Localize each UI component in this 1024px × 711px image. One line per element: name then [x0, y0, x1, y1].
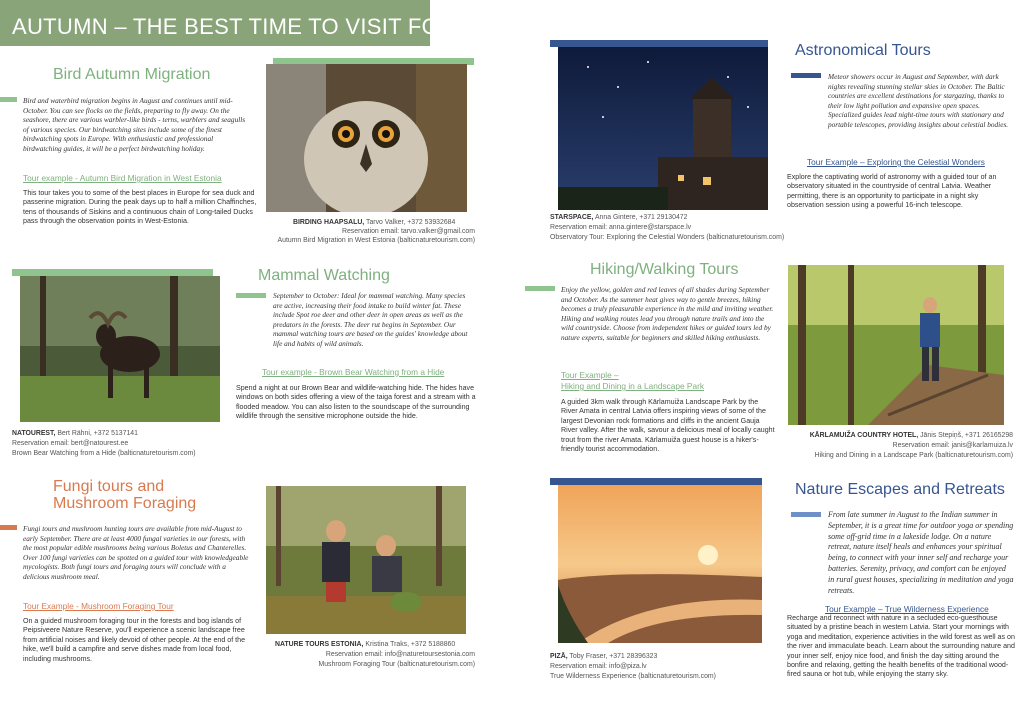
moose-photo: [20, 276, 220, 422]
mammal-contact-name: NATOUREST,: [12, 430, 56, 437]
fungi-intro: Fungi tours and mushroom hunting tours are available from mid-August to early September. There are at least 4000 fungal varieties in our forests, with the most popular edible mushrooms being various Boletus and Chanterelles. Over 100 fungi varieties can be spotted on a guided tour with knowledgeable mycologists. Both fungi tours and foraging tours will conclude with a delicious mushroom meal.: [23, 524, 249, 581]
bird-intro: Bird and waterbird migration begins in August and continues until mid-October. You can see flocks on the fields, preparing to fly away. On the seashore, there are various warbler-like birds - terns, warblers and seagulls of various species. Our birdwatching sites include some of the finest birdwatching spots in Europe. With enthusiastic and professional birdwatching guides, it will be a perfect birdwatching holiday.: [23, 96, 246, 153]
astro-photo-frame: [550, 40, 768, 47]
astro-accent-bar: [791, 73, 821, 78]
bird-contact-line: [293, 219, 455, 228]
nature-contact-line: [550, 653, 657, 662]
hiking-contact-name: KĀRLAMUIŽA COUNTRY HOTEL,: [809, 432, 919, 439]
mammal-tour-text: Spend a night at our Brown Bear and wildlife-watching hide. The hides have windows on both sides offering a view of the taiga forest and a stream with a flooded meadow. You can also listen to the soundscape of the surrounding wildlife through the sensitive microphone outside the hide.: [236, 384, 476, 421]
owl-photo: [266, 64, 467, 212]
hiking-contact-person: Jānis Stepiņš, +371 26165298: [920, 432, 1013, 439]
fungi-contact-person: Kristina Traks, +372 5188860: [365, 641, 456, 648]
mammal-photo-frame: [12, 269, 213, 276]
bird-contact-email[interactable]: Reservation email: tarvo.valker@gmail.com: [342, 228, 475, 235]
nature-accent-bar: [791, 512, 821, 517]
mammal-accent-bar: [236, 293, 266, 298]
hiking-contact-tour[interactable]: Hiking and Dining in a Landscape Park (balticnaturetourism.com): [814, 452, 1013, 459]
nature-contact-tour[interactable]: True Wilderness Experience (balticnaturetourism.com): [550, 673, 716, 680]
nature-tour-text: Recharge and reconnect with nature in a secluded eco-guesthouse situated by a pristine beach in western Latvia. Start your mornings with yoga and meditation, experience activities in the wild forest as well as on the river and immaculate beach. Learn about the surrounding nature and your inner self, enjoy nice food, and finish the day sitting around the bonfire and relaxing, getting the health benefits of the traditional wood-fired sauna or hot tub, while enjoying the starry sky.: [787, 614, 1015, 679]
page-title: AUTUMN – THE BEST TIME TO VISIT FOR:: [12, 14, 462, 39]
astro-tour-link[interactable]: Tour Example – Exploring the Celestial Wonders: [807, 157, 985, 167]
hiking-contact-line: [760, 432, 1013, 441]
mammal-intro: September to October: Ideal for mammal watching. Many species are active, increasing their food intake to build winter fat. These include Spot roe deer and other deer in open areas as well as the predators in the forests. The deer rut begins in September. Our mammal watching tours are based on the guides' knowledge about life and habits of wild animals.: [273, 291, 468, 348]
astro-contact-name: STARSPACE,: [550, 214, 594, 221]
mammal-contact-tour[interactable]: Brown Bear Watching from a Hide (balticnaturetourism.com): [12, 450, 196, 457]
hiker-photo: [788, 265, 1004, 425]
nature-intro: From late summer in August to the Indian summer in September, it is a great time for outdoor yoga or spending some off-grid time in a lakeside lodge. On a nature retreat, nature itself heals and enhances your spiritual being, to connect with your inner self and recharge your batteries. Serenity, privacy, and comfort can be enjoyed in rural guest houses, specializing in meditation and yoga retreats.: [828, 510, 1014, 595]
bird-contact-person: Tarvo Valker, +372 53932684: [366, 219, 456, 226]
fungi-tour-text: On a guided mushroom foraging tour in the forests and bog islands of Peipsiveere Nature Reserve, you'll experience a scenic landscape free from artificial noises and likely devoid of other people. At the end of the hike, we'll build a campfire and serve dishes made from local food, including mushrooms.: [23, 617, 246, 663]
fungi-accent-bar: [0, 525, 17, 530]
nature-tour-link[interactable]: Tour Example – True Wilderness Experience: [825, 604, 989, 614]
bird-tour-link[interactable]: Tour example - Autumn Bird Migration in West Estonia: [23, 173, 222, 183]
hiking-tour-text: A guided 3km walk through Kārlamuiža Landscape Park by the River Amata in central Latvia offers inspiring views of some of the largest Devonian rock formations and cliffs in the ancient Gauja River valley. After the walk, savour a delicious meal of locally caught trout from the river Amata. Kārlamuiža guest house is a hiker's-friendly tourist accommodation.: [561, 398, 775, 454]
nature-contact-name: PIZĀ,: [550, 653, 568, 660]
fungi-contact-tour[interactable]: Mushroom Foraging Tour (balticnaturetourism.com): [318, 661, 475, 668]
mammal-title: Mammal Watching: [258, 267, 390, 284]
nature-photo-frame: [550, 478, 762, 485]
mammal-tour-link[interactable]: Tour example - Brown Bear Watching from a Hide: [262, 367, 445, 377]
sunset-beach-photo: [558, 485, 762, 643]
astro-intro: Meteor showers occur in August and September, with dark nights revealing stunning stellar skies in October. The Baltic countries are excellent destinations for stargazing, thanks to their low light pollution and expansive open spaces. Specialized guides lead night-time tours with stationary and portable telescopes, providing insights about celestial bodies.: [828, 72, 1009, 129]
fungi-tour-link[interactable]: Tour Example - Mushroom Foraging Tour: [23, 601, 174, 611]
fungi-contact-name: NATURE TOURS ESTONIA,: [275, 641, 364, 648]
astro-title: Astronomical Tours: [795, 42, 931, 59]
hiking-tour-link-1[interactable]: Tour Example –: [561, 370, 619, 380]
nature-title: Nature Escapes and Retreats: [795, 481, 1005, 498]
bird-title: Bird Autumn Migration: [53, 66, 211, 83]
fungi-contact-email[interactable]: Reservation email: info@naturetoursestonia.com: [325, 651, 475, 658]
fungi-contact-line: [275, 641, 455, 650]
astro-tour-text: Explore the captivating world of astronomy with a guided tour of an observatory situated in the countryside of central Latvia. Weather permitting, there is an opportunity to participate in a night sky observation session using a powerful 16-inch telescope.: [787, 173, 997, 210]
castle-night-photo: [558, 47, 768, 210]
hiking-title: Hiking/Walking Tours: [590, 261, 739, 278]
mammal-contact-email[interactable]: Reservation email: bert@natourest.ee: [12, 440, 129, 447]
mammal-contact-line: [12, 430, 138, 439]
astro-contact-tour[interactable]: Observatory Tour: Exploring the Celestial Wonders (balticnaturetourism.com): [550, 234, 785, 241]
nature-contact-person: Toby Fraser, +371 28396323: [569, 653, 658, 660]
astro-contact-person: Anna Gintere, +371 29130472: [594, 214, 688, 221]
bird-contact-tour[interactable]: Autumn Bird Migration in West Estonia (balticnaturetourism.com): [277, 237, 475, 244]
fungi-title-1: Fungi tours and: [53, 478, 165, 495]
hiking-contact-email[interactable]: Reservation email: janis@karlamuiza.lv: [892, 442, 1013, 449]
mammal-contact-person: Bert Rähni, +372 5137141: [57, 430, 138, 437]
astro-contact-email[interactable]: Reservation email: anna.gintere@starspace.lv: [550, 224, 692, 231]
hiking-tour-link-2[interactable]: Hiking and Dining in a Landscape Park: [561, 381, 704, 391]
foraging-photo: [266, 486, 466, 634]
bird-contact-name: BIRDING HAAPSALU,: [293, 219, 365, 226]
fungi-title-2: Mushroom Foraging: [53, 495, 197, 512]
bird-accent-bar: [0, 97, 17, 102]
bird-tour-text: This tour takes you to some of the best places in Europe for sea duck and passerine migration. During the peak days up to half a million Chaffinches, tens of thousands of Siskins and a continuous chain of Long-tailed Ducks pass through the observation points in West-Estonia.: [23, 189, 257, 226]
hiking-intro: Enjoy the yellow, golden and red leaves of all shades during September and October. As the summer heat gives way to gentle breezes, hiking becomes a truly pleasurable experience in the mild and inviting weather. Hiking and walking routes lead you through nature trails and into the wild countryside. Choose from independent hikes or guided tours led by nature experts, suitable for beginners and skilled hiking enthusiasts.: [561, 285, 774, 342]
nature-contact-email[interactable]: Reservation email: info@piza.lv: [550, 663, 647, 670]
hiking-accent-bar: [525, 286, 555, 291]
astro-contact-line: [550, 214, 687, 223]
